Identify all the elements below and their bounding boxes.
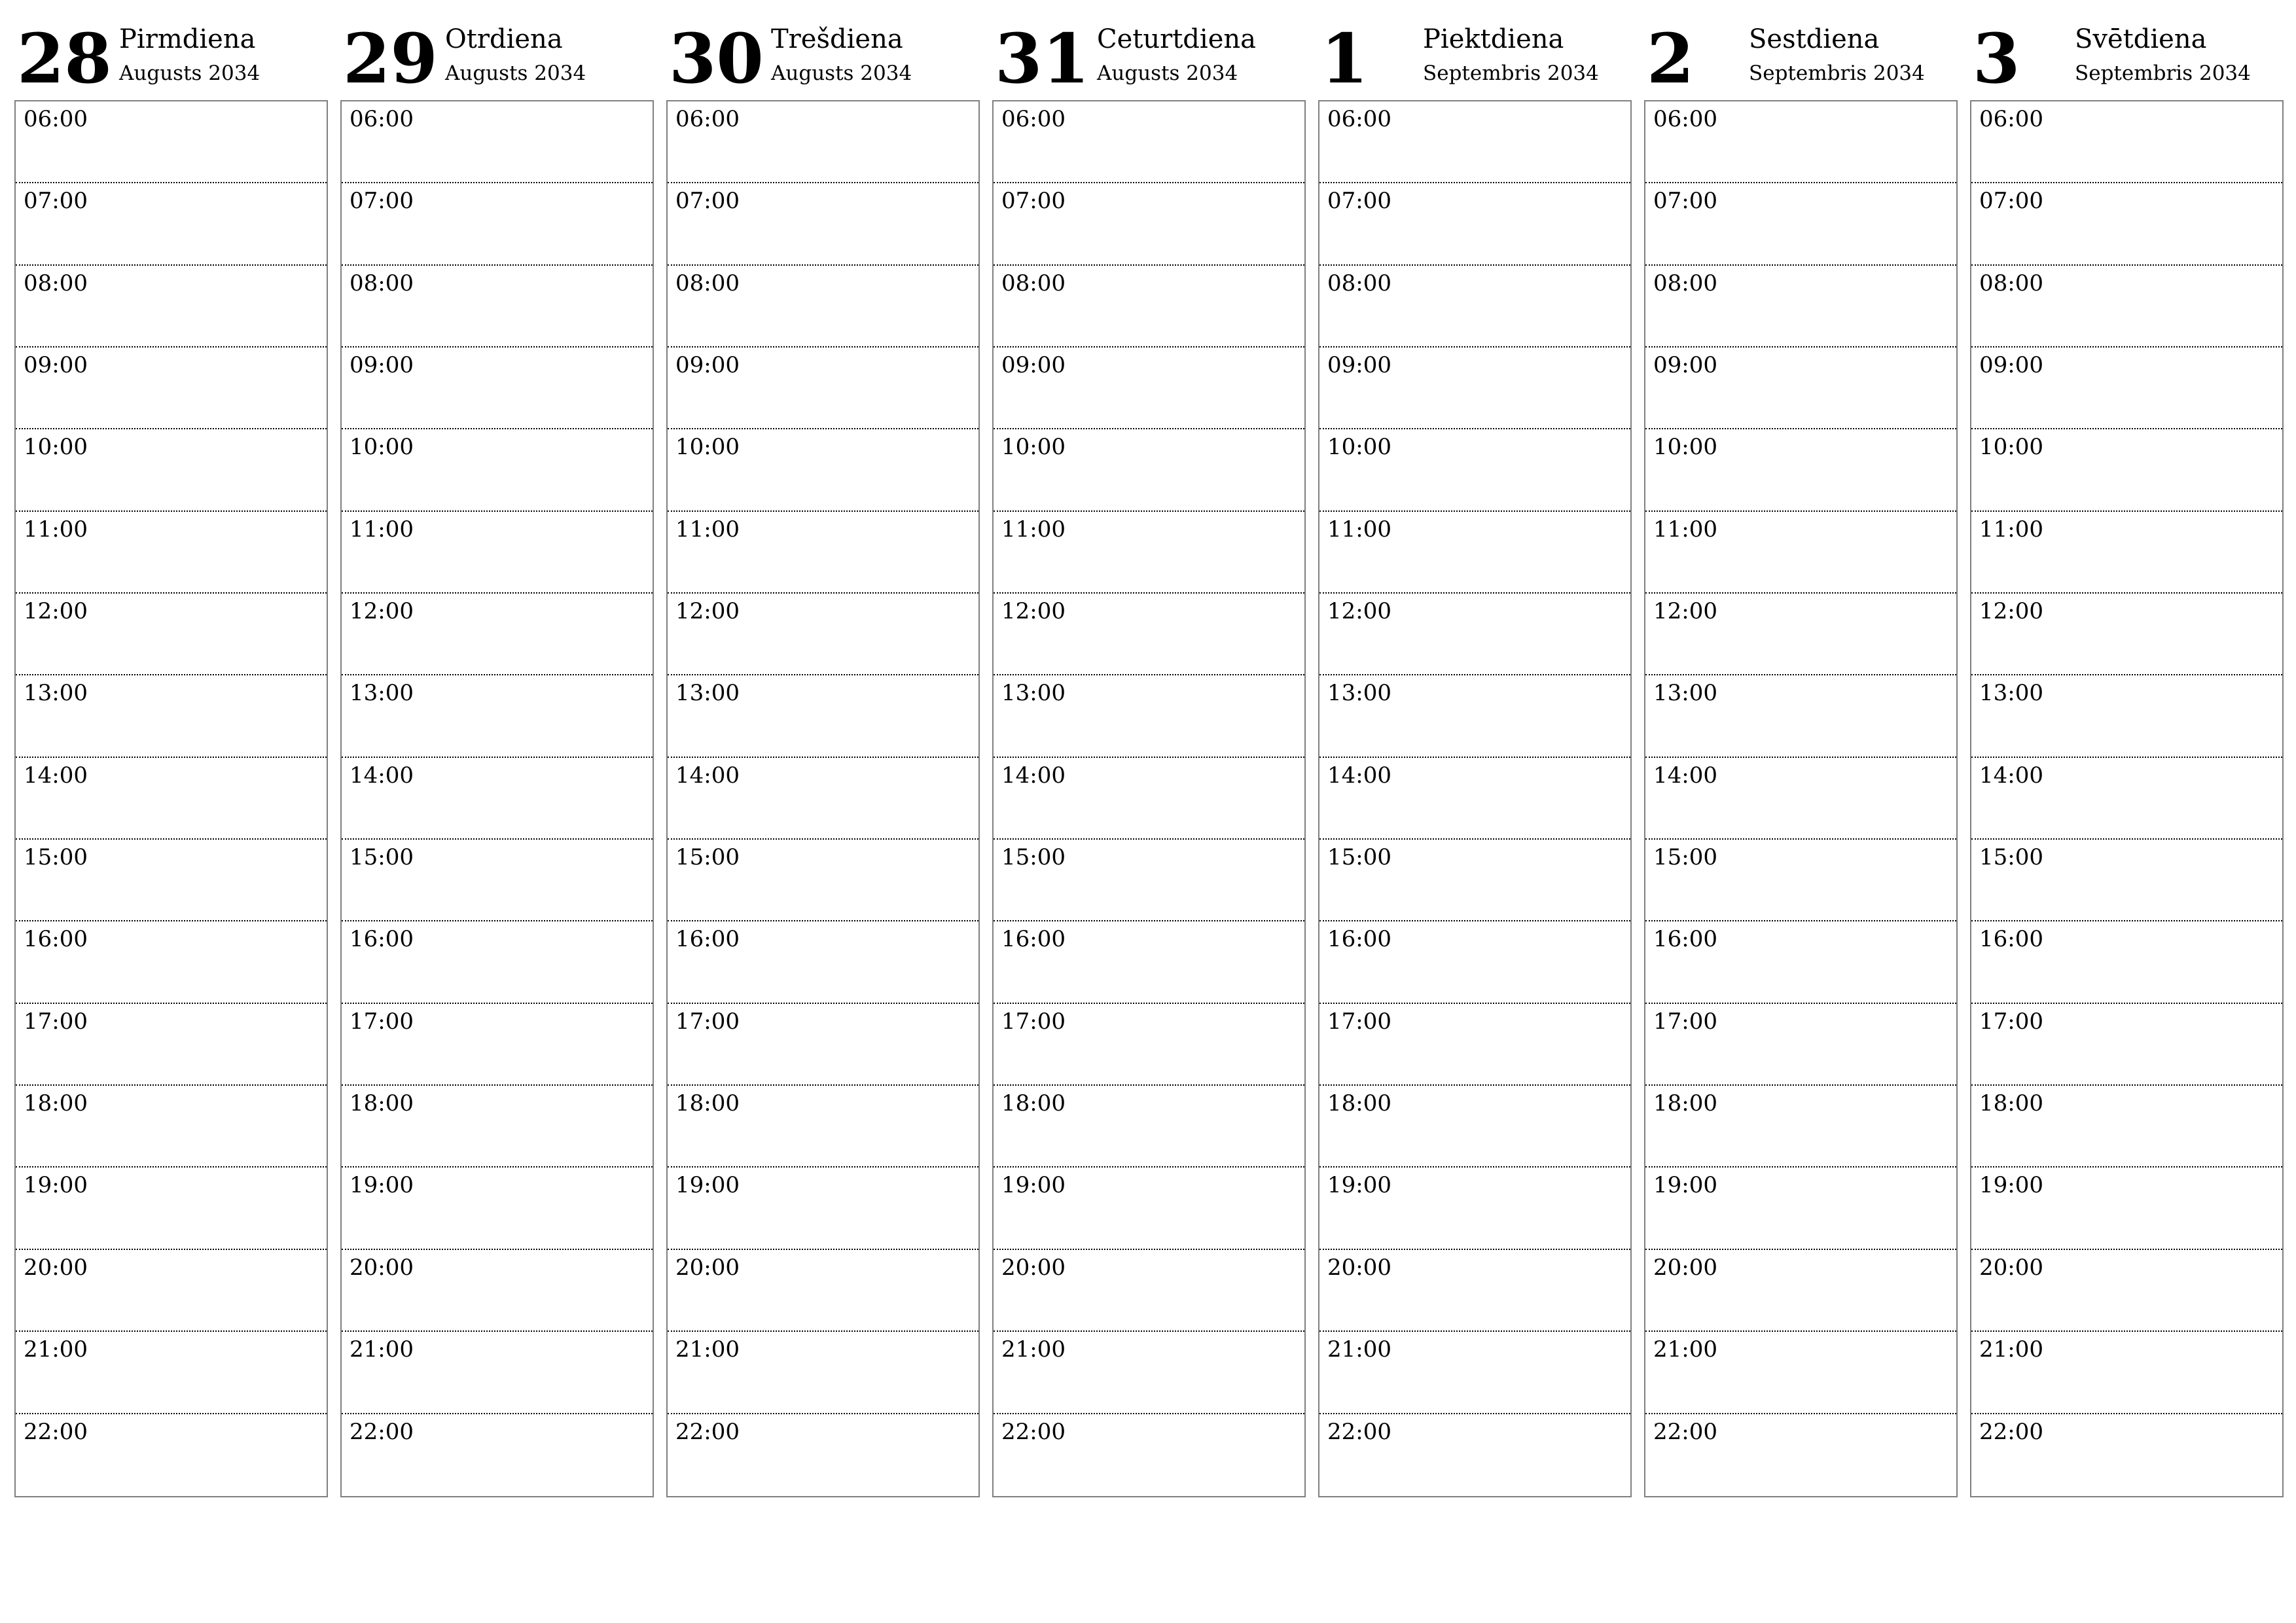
hour-label: 20:00 bbox=[1001, 1254, 1066, 1281]
hour-label: 18:00 bbox=[1001, 1090, 1066, 1117]
hour-label: 08:00 bbox=[1001, 270, 1066, 296]
hour-label: 16:00 bbox=[1979, 926, 2043, 953]
hour-slot[interactable] bbox=[1645, 594, 1956, 675]
hour-label: 12:00 bbox=[675, 598, 740, 625]
hour-label: 22:00 bbox=[24, 1418, 88, 1445]
hour-label: 19:00 bbox=[1001, 1172, 1066, 1199]
hour-slot[interactable] bbox=[16, 1332, 327, 1414]
hour-slot[interactable] bbox=[668, 101, 978, 183]
hour-slot[interactable] bbox=[668, 1168, 978, 1249]
hour-slot[interactable] bbox=[1971, 512, 2282, 594]
hour-label: 13:00 bbox=[1327, 680, 1391, 707]
hour-label: 08:00 bbox=[1327, 270, 1391, 296]
hour-label: 07:00 bbox=[350, 188, 414, 215]
hour-slot[interactable] bbox=[994, 183, 1304, 265]
hour-slot[interactable] bbox=[668, 921, 978, 1003]
hour-slot[interactable] bbox=[668, 183, 978, 265]
hour-slot[interactable] bbox=[1971, 183, 2282, 265]
hour-label: 12:00 bbox=[24, 598, 88, 625]
hour-slot[interactable] bbox=[1645, 512, 1956, 594]
hour-label: 21:00 bbox=[24, 1336, 88, 1363]
hour-slot[interactable] bbox=[1971, 594, 2282, 675]
hour-slot[interactable] bbox=[1319, 594, 1630, 675]
hour-slot[interactable] bbox=[994, 266, 1304, 348]
hour-slot[interactable] bbox=[1645, 840, 1956, 921]
hour-label: 10:00 bbox=[1653, 434, 1717, 461]
hour-slot[interactable] bbox=[1971, 1004, 2282, 1086]
hour-slot[interactable] bbox=[16, 594, 327, 675]
day-name: Trešdiena bbox=[771, 24, 903, 54]
hour-slot[interactable] bbox=[1645, 1086, 1956, 1168]
hour-slot[interactable] bbox=[668, 266, 978, 348]
hour-slot[interactable] bbox=[1319, 1332, 1630, 1414]
hour-slot[interactable] bbox=[1645, 758, 1956, 840]
hour-label: 16:00 bbox=[24, 926, 88, 953]
hour-slot[interactable] bbox=[668, 1332, 978, 1414]
hour-label: 09:00 bbox=[24, 352, 88, 379]
hour-slot[interactable] bbox=[1645, 266, 1956, 348]
hour-slot[interactable] bbox=[668, 1004, 978, 1086]
day-schedule-box bbox=[14, 100, 328, 1497]
hour-label: 08:00 bbox=[675, 270, 740, 296]
day-schedule-box bbox=[992, 100, 1306, 1497]
hour-label: 20:00 bbox=[1653, 1254, 1717, 1281]
hour-slot[interactable] bbox=[16, 512, 327, 594]
hour-slot[interactable] bbox=[1645, 183, 1956, 265]
hour-label: 09:00 bbox=[1979, 352, 2043, 379]
hour-label: 22:00 bbox=[675, 1418, 740, 1445]
day-number: 29 bbox=[343, 18, 438, 99]
hour-label: 20:00 bbox=[350, 1254, 414, 1281]
hour-slot[interactable] bbox=[1319, 1414, 1630, 1496]
hour-label: 22:00 bbox=[1001, 1418, 1066, 1445]
day-month: Septembris 2034 bbox=[1749, 62, 1925, 85]
hour-label: 10:00 bbox=[1327, 434, 1391, 461]
hour-label: 20:00 bbox=[24, 1254, 88, 1281]
day-number: 1 bbox=[1321, 18, 1369, 99]
hour-slot[interactable] bbox=[342, 1250, 653, 1332]
hour-label: 19:00 bbox=[675, 1172, 740, 1199]
hour-label: 06:00 bbox=[24, 106, 88, 132]
hour-slot[interactable] bbox=[994, 758, 1304, 840]
hour-label: 15:00 bbox=[1979, 844, 2043, 871]
hour-slot[interactable] bbox=[668, 512, 978, 594]
hour-slot[interactable] bbox=[994, 1004, 1304, 1086]
hour-slot[interactable] bbox=[1645, 429, 1956, 511]
day-header bbox=[1644, 13, 1958, 98]
day-month: Augusts 2034 bbox=[1097, 62, 1238, 85]
hour-slot[interactable] bbox=[1971, 758, 2282, 840]
hour-label: 15:00 bbox=[350, 844, 414, 871]
hour-label: 22:00 bbox=[350, 1418, 414, 1445]
hour-label: 08:00 bbox=[1653, 270, 1717, 296]
hour-slot[interactable] bbox=[16, 675, 327, 757]
hour-label: 11:00 bbox=[1979, 516, 2043, 543]
hour-label: 19:00 bbox=[1327, 1172, 1391, 1199]
hour-label: 21:00 bbox=[1001, 1336, 1066, 1363]
hour-label: 13:00 bbox=[350, 680, 414, 707]
hour-label: 21:00 bbox=[1979, 1336, 2043, 1363]
hour-label: 18:00 bbox=[1979, 1090, 2043, 1117]
hour-label: 11:00 bbox=[350, 516, 414, 543]
hour-label: 19:00 bbox=[1979, 1172, 2043, 1199]
hour-label: 08:00 bbox=[24, 270, 88, 296]
hour-slot[interactable] bbox=[342, 675, 653, 757]
hour-label: 12:00 bbox=[350, 598, 414, 625]
hour-slot[interactable] bbox=[342, 1414, 653, 1496]
hour-label: 08:00 bbox=[350, 270, 414, 296]
hour-label: 17:00 bbox=[1979, 1008, 2043, 1035]
hour-label: 17:00 bbox=[24, 1008, 88, 1035]
hour-slot[interactable] bbox=[342, 1004, 653, 1086]
hour-label: 09:00 bbox=[1001, 352, 1066, 379]
hour-label: 10:00 bbox=[1001, 434, 1066, 461]
day-schedule-box bbox=[1318, 100, 1632, 1497]
hour-label: 13:00 bbox=[1653, 680, 1717, 707]
hour-label: 12:00 bbox=[1979, 598, 2043, 625]
day-schedule-box bbox=[340, 100, 654, 1497]
hour-slot[interactable] bbox=[1645, 348, 1956, 429]
day-month: Augusts 2034 bbox=[445, 62, 586, 85]
hour-label: 14:00 bbox=[1327, 762, 1391, 789]
hour-slot[interactable] bbox=[668, 840, 978, 921]
hour-slot[interactable] bbox=[1645, 1004, 1956, 1086]
day-month: Septembris 2034 bbox=[2075, 62, 2251, 85]
day-number: 30 bbox=[669, 18, 764, 99]
hour-label: 22:00 bbox=[1979, 1418, 2043, 1445]
hour-slot[interactable] bbox=[994, 429, 1304, 511]
hour-label: 18:00 bbox=[350, 1090, 414, 1117]
hour-slot[interactable] bbox=[1971, 266, 2282, 348]
hour-label: 13:00 bbox=[24, 680, 88, 707]
hour-slot[interactable] bbox=[994, 594, 1304, 675]
day-header bbox=[666, 13, 980, 98]
hour-label: 11:00 bbox=[675, 516, 740, 543]
hour-label: 06:00 bbox=[675, 106, 740, 132]
hour-label: 20:00 bbox=[675, 1254, 740, 1281]
hour-label: 17:00 bbox=[1327, 1008, 1391, 1035]
day-header bbox=[14, 13, 328, 98]
hour-label: 11:00 bbox=[1653, 516, 1717, 543]
hour-label: 18:00 bbox=[675, 1090, 740, 1117]
day-name: Svētdiena bbox=[2075, 24, 2207, 54]
hour-label: 10:00 bbox=[675, 434, 740, 461]
hour-label: 19:00 bbox=[1653, 1172, 1717, 1199]
day-number: 31 bbox=[995, 18, 1090, 99]
hour-label: 20:00 bbox=[1979, 1254, 2043, 1281]
hour-slot[interactable] bbox=[16, 921, 327, 1003]
hour-slot[interactable] bbox=[1645, 1168, 1956, 1249]
hour-label: 17:00 bbox=[675, 1008, 740, 1035]
hour-label: 14:00 bbox=[350, 762, 414, 789]
hour-slot[interactable] bbox=[1319, 1250, 1630, 1332]
hour-slot[interactable] bbox=[1645, 921, 1956, 1003]
day-number: 28 bbox=[17, 18, 112, 99]
hour-slot[interactable] bbox=[1319, 512, 1630, 594]
hour-label: 12:00 bbox=[1327, 598, 1391, 625]
hour-slot[interactable] bbox=[16, 1414, 327, 1496]
hour-slot[interactable] bbox=[668, 758, 978, 840]
hour-label: 16:00 bbox=[350, 926, 414, 953]
hour-slot[interactable] bbox=[1971, 921, 2282, 1003]
hour-slot[interactable] bbox=[1971, 840, 2282, 921]
day-header bbox=[992, 13, 1306, 98]
hour-label: 19:00 bbox=[24, 1172, 88, 1199]
hour-label: 16:00 bbox=[675, 926, 740, 953]
hour-slot[interactable] bbox=[16, 758, 327, 840]
hour-slot[interactable] bbox=[1971, 675, 2282, 757]
hour-slot[interactable] bbox=[342, 512, 653, 594]
hour-slot[interactable] bbox=[1319, 348, 1630, 429]
hour-slot[interactable] bbox=[994, 675, 1304, 757]
hour-label: 21:00 bbox=[1653, 1336, 1717, 1363]
hour-slot[interactable] bbox=[16, 1004, 327, 1086]
hour-slot[interactable] bbox=[16, 429, 327, 511]
hour-slot[interactable] bbox=[994, 1250, 1304, 1332]
hour-label: 13:00 bbox=[675, 680, 740, 707]
hour-slot[interactable] bbox=[994, 348, 1304, 429]
day-name: Sestdiena bbox=[1749, 24, 1880, 54]
hour-label: 16:00 bbox=[1327, 926, 1391, 953]
hour-label: 14:00 bbox=[1001, 762, 1066, 789]
hour-slot[interactable] bbox=[16, 183, 327, 265]
hour-label: 10:00 bbox=[1979, 434, 2043, 461]
day-month: Augusts 2034 bbox=[119, 62, 260, 85]
hour-label: 17:00 bbox=[1001, 1008, 1066, 1035]
hour-slot[interactable] bbox=[668, 429, 978, 511]
day-header bbox=[1318, 13, 1632, 98]
hour-slot[interactable] bbox=[1971, 1168, 2282, 1249]
hour-slot[interactable] bbox=[1645, 1414, 1956, 1496]
hour-slot[interactable] bbox=[342, 1168, 653, 1249]
hour-slot[interactable] bbox=[668, 675, 978, 757]
hour-label: 10:00 bbox=[350, 434, 414, 461]
hour-label: 21:00 bbox=[350, 1336, 414, 1363]
hour-label: 22:00 bbox=[1327, 1418, 1391, 1445]
hour-label: 11:00 bbox=[1327, 516, 1391, 543]
hour-label: 09:00 bbox=[1653, 352, 1717, 379]
hour-label: 16:00 bbox=[1001, 926, 1066, 953]
hour-label: 07:00 bbox=[1653, 188, 1717, 215]
day-name: Otrdiena bbox=[445, 24, 563, 54]
hour-slot[interactable] bbox=[342, 348, 653, 429]
hour-label: 06:00 bbox=[1001, 106, 1066, 132]
hour-slot[interactable] bbox=[342, 101, 653, 183]
day-month: Augusts 2034 bbox=[771, 62, 912, 85]
hour-slot[interactable] bbox=[342, 429, 653, 511]
hour-label: 14:00 bbox=[24, 762, 88, 789]
hour-label: 18:00 bbox=[1653, 1090, 1717, 1117]
hour-slot[interactable] bbox=[1319, 183, 1630, 265]
hour-label: 15:00 bbox=[1327, 844, 1391, 871]
hour-slot[interactable] bbox=[342, 1332, 653, 1414]
hour-label: 12:00 bbox=[1001, 598, 1066, 625]
hour-label: 10:00 bbox=[24, 434, 88, 461]
hour-label: 06:00 bbox=[1653, 106, 1717, 132]
hour-slot[interactable] bbox=[994, 921, 1304, 1003]
hour-slot[interactable] bbox=[1971, 429, 2282, 511]
hour-slot[interactable] bbox=[16, 266, 327, 348]
hour-slot[interactable] bbox=[342, 758, 653, 840]
hour-label: 14:00 bbox=[675, 762, 740, 789]
hour-label: 21:00 bbox=[1327, 1336, 1391, 1363]
hour-slot[interactable] bbox=[1971, 1250, 2282, 1332]
hour-slot[interactable] bbox=[1645, 675, 1956, 757]
hour-label: 16:00 bbox=[1653, 926, 1717, 953]
day-header bbox=[340, 13, 654, 98]
hour-slot[interactable] bbox=[1971, 1414, 2282, 1496]
hour-slot[interactable] bbox=[1319, 675, 1630, 757]
hour-slot[interactable] bbox=[342, 594, 653, 675]
hour-label: 06:00 bbox=[1979, 106, 2043, 132]
hour-label: 21:00 bbox=[675, 1336, 740, 1363]
hour-slot[interactable] bbox=[668, 594, 978, 675]
hour-label: 09:00 bbox=[1327, 352, 1391, 379]
day-header bbox=[1970, 13, 2284, 98]
hour-label: 18:00 bbox=[1327, 1090, 1391, 1117]
hour-label: 09:00 bbox=[675, 352, 740, 379]
hour-label: 15:00 bbox=[24, 844, 88, 871]
hour-slot[interactable] bbox=[1971, 1332, 2282, 1414]
hour-slot[interactable] bbox=[16, 101, 327, 183]
hour-slot[interactable] bbox=[1645, 101, 1956, 183]
hour-label: 14:00 bbox=[1653, 762, 1717, 789]
hour-label: 12:00 bbox=[1653, 598, 1717, 625]
hour-slot[interactable] bbox=[342, 183, 653, 265]
hour-slot[interactable] bbox=[994, 101, 1304, 183]
weekly-planner bbox=[14, 0, 2296, 1623]
hour-label: 06:00 bbox=[350, 106, 414, 132]
day-name: Pirmdiena bbox=[119, 24, 256, 54]
hour-slot[interactable] bbox=[1319, 758, 1630, 840]
hour-label: 18:00 bbox=[24, 1090, 88, 1117]
hour-label: 11:00 bbox=[1001, 516, 1066, 543]
hour-slot[interactable] bbox=[668, 348, 978, 429]
hour-label: 15:00 bbox=[1001, 844, 1066, 871]
hour-slot[interactable] bbox=[1319, 921, 1630, 1003]
hour-slot[interactable] bbox=[1319, 266, 1630, 348]
day-name: Piektdiena bbox=[1423, 24, 1564, 54]
hour-slot[interactable] bbox=[1319, 1004, 1630, 1086]
hour-label: 13:00 bbox=[1001, 680, 1066, 707]
hour-slot[interactable] bbox=[342, 921, 653, 1003]
hour-slot[interactable] bbox=[16, 1250, 327, 1332]
day-month: Septembris 2034 bbox=[1423, 62, 1599, 85]
hour-slot[interactable] bbox=[668, 1086, 978, 1168]
hour-label: 15:00 bbox=[675, 844, 740, 871]
hour-label: 17:00 bbox=[1653, 1008, 1717, 1035]
hour-slot[interactable] bbox=[1319, 101, 1630, 183]
hour-slot[interactable] bbox=[994, 1332, 1304, 1414]
day-name: Ceturtdiena bbox=[1097, 24, 1256, 54]
hour-slot[interactable] bbox=[1319, 429, 1630, 511]
hour-label: 22:00 bbox=[1653, 1418, 1717, 1445]
hour-label: 20:00 bbox=[1327, 1254, 1391, 1281]
hour-slot[interactable] bbox=[1971, 101, 2282, 183]
hour-slot[interactable] bbox=[1971, 348, 2282, 429]
hour-slot[interactable] bbox=[1319, 1168, 1630, 1249]
hour-label: 08:00 bbox=[1979, 270, 2043, 296]
day-schedule-box bbox=[1970, 100, 2284, 1497]
hour-slot[interactable] bbox=[16, 840, 327, 921]
hour-slot[interactable] bbox=[16, 1086, 327, 1168]
hour-slot[interactable] bbox=[342, 266, 653, 348]
hour-slot[interactable] bbox=[668, 1250, 978, 1332]
hour-label: 13:00 bbox=[1979, 680, 2043, 707]
day-number: 3 bbox=[1973, 18, 2020, 99]
hour-slot[interactable] bbox=[1645, 1332, 1956, 1414]
hour-slot[interactable] bbox=[668, 1414, 978, 1496]
hour-label: 17:00 bbox=[350, 1008, 414, 1035]
hour-slot[interactable] bbox=[994, 1168, 1304, 1249]
hour-label: 14:00 bbox=[1979, 762, 2043, 789]
hour-slot[interactable] bbox=[994, 840, 1304, 921]
hour-slot[interactable] bbox=[342, 840, 653, 921]
hour-label: 07:00 bbox=[675, 188, 740, 215]
hour-slot[interactable] bbox=[994, 1414, 1304, 1496]
hour-label: 09:00 bbox=[350, 352, 414, 379]
hour-label: 07:00 bbox=[1979, 188, 2043, 215]
hour-label: 07:00 bbox=[1327, 188, 1391, 215]
hour-slot[interactable] bbox=[1319, 1086, 1630, 1168]
day-number: 2 bbox=[1647, 18, 1695, 99]
hour-label: 19:00 bbox=[350, 1172, 414, 1199]
hour-slot[interactable] bbox=[1971, 1086, 2282, 1168]
hour-slot[interactable] bbox=[16, 1168, 327, 1249]
hour-slot[interactable] bbox=[994, 1086, 1304, 1168]
hour-label: 07:00 bbox=[1001, 188, 1066, 215]
hour-slot[interactable] bbox=[1319, 840, 1630, 921]
day-schedule-box bbox=[1644, 100, 1958, 1497]
day-schedule-box bbox=[666, 100, 980, 1497]
hour-label: 07:00 bbox=[24, 188, 88, 215]
hour-slot[interactable] bbox=[16, 348, 327, 429]
hour-label: 11:00 bbox=[24, 516, 88, 543]
hour-slot[interactable] bbox=[342, 1086, 653, 1168]
hour-slot[interactable] bbox=[1645, 1250, 1956, 1332]
hour-label: 15:00 bbox=[1653, 844, 1717, 871]
hour-label: 06:00 bbox=[1327, 106, 1391, 132]
hour-slot[interactable] bbox=[994, 512, 1304, 594]
